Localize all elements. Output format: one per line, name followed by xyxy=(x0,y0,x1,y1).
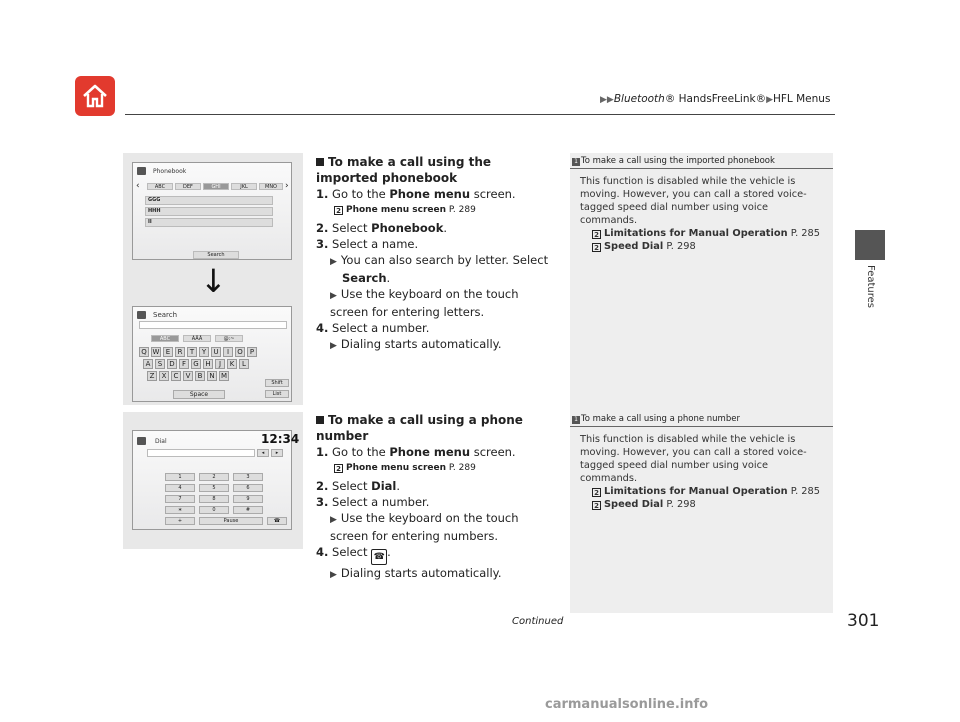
note-1-title: 1 To make a call using the imported phonebook xyxy=(570,156,833,166)
phonebook-tab-2[interactable]: DEF xyxy=(175,183,201,190)
watermark: carmanualsonline.info xyxy=(545,697,709,712)
side-section-tab[interactable] xyxy=(855,230,885,260)
note-1 xyxy=(570,156,833,253)
phonebook-tab-5[interactable]: MNO xyxy=(259,183,283,190)
key-x[interactable]: X xyxy=(159,371,169,381)
space-key[interactable]: Space xyxy=(173,390,225,399)
search-tab-2[interactable]: ÀÄÂ xyxy=(183,335,211,342)
key-k[interactable]: K xyxy=(227,359,237,369)
key-c[interactable]: C xyxy=(171,371,181,381)
key-v[interactable]: V xyxy=(183,371,193,381)
call-icon: ☎ xyxy=(371,549,387,565)
header-divider xyxy=(125,114,835,115)
key-q[interactable]: Q xyxy=(139,347,149,357)
step: 1. Go to the Phone menu screen. xyxy=(316,445,516,459)
dial-screen-icon xyxy=(137,437,146,445)
breadcrumb-part-1: ® HandsFreeLink® xyxy=(664,93,767,105)
phonebook-title: Phonebook xyxy=(153,168,187,175)
dial-key-1[interactable]: 1 xyxy=(165,473,195,481)
note-1-link-1[interactable]: 2 Limitations for Manual Operation P. 285 xyxy=(570,227,833,240)
section-1-heading: To make a call using the imported phonebook xyxy=(316,155,492,185)
cross-reference[interactable]: 2 Phone menu screen P. 289 xyxy=(316,202,556,217)
phonebook-entry[interactable]: II xyxy=(145,218,273,227)
note-2-link-1[interactable]: 2 Limitations for Manual Operation P. 285 xyxy=(570,485,833,498)
dial-key-hash[interactable]: # xyxy=(233,506,263,514)
step: 3. Select a number. xyxy=(316,495,430,509)
breadcrumb-italic: Bluetooth xyxy=(613,93,665,105)
substep: ▶ You can also search by letter. Select Search. xyxy=(330,253,549,285)
phonebook-tab-1[interactable]: ABC xyxy=(147,183,173,190)
key-g[interactable]: G xyxy=(191,359,201,369)
dial-title: Dial xyxy=(155,438,167,445)
search-tab-3[interactable]: @:~ xyxy=(215,335,243,342)
step: 2. Select Dial. xyxy=(316,479,401,493)
key-d[interactable]: D xyxy=(167,359,177,369)
step: 3. Select a name. xyxy=(316,237,419,251)
dial-key-8[interactable]: 8 xyxy=(199,495,229,503)
dial-key-star[interactable]: ∗ xyxy=(165,506,195,514)
step: 1. Go to the Phone menu screen. xyxy=(316,187,516,201)
key-b[interactable]: B xyxy=(195,371,205,381)
key-r[interactable]: R xyxy=(175,347,185,357)
note-2 xyxy=(570,414,833,511)
substep: ▶ Dialing starts automatically. xyxy=(330,337,502,351)
phonebook-tab-4[interactable]: JKL xyxy=(231,183,257,190)
phonebook-forward-icon[interactable]: › xyxy=(285,181,289,191)
key-i[interactable]: I xyxy=(223,347,233,357)
key-y[interactable]: Y xyxy=(199,347,209,357)
dial-text-field[interactable] xyxy=(147,449,255,457)
breadcrumb: ▶▶Bluetooth® HandsFreeLink®▶HFL Menus xyxy=(600,93,831,105)
dial-screen xyxy=(132,430,300,530)
key-o[interactable]: O xyxy=(235,347,245,357)
step: 4. Select ☎ . xyxy=(316,544,556,565)
dial-key-7[interactable]: 7 xyxy=(165,495,195,503)
key-l[interactable]: L xyxy=(239,359,249,369)
cross-reference[interactable]: 2 Phone menu screen P. 289 xyxy=(316,460,556,475)
search-tab-1[interactable]: ABC xyxy=(151,335,179,342)
list-key[interactable]: List xyxy=(265,390,289,398)
shift-key[interactable]: Shift xyxy=(265,379,289,387)
step: 2. Select Phonebook. xyxy=(316,221,448,235)
substep: ▶ Use the keyboard on the touch screen for entering numbers. xyxy=(330,511,519,543)
dial-call-button[interactable]: ☎ xyxy=(267,517,287,525)
page-number: 301 xyxy=(847,611,880,631)
note-2-link-2[interactable]: 2 Speed Dial P. 298 xyxy=(570,498,833,511)
key-t[interactable]: T xyxy=(187,347,197,357)
search-screen xyxy=(132,306,292,402)
step: 4. Select a number. xyxy=(316,321,430,335)
note-1-link-2[interactable]: 2 Speed Dial P. 298 xyxy=(570,240,833,253)
key-n[interactable]: N xyxy=(207,371,217,381)
phonebook-entry[interactable]: GGG xyxy=(145,196,273,205)
section-2 xyxy=(316,412,556,583)
continued-label: Continued xyxy=(512,616,564,627)
key-j[interactable]: J xyxy=(215,359,225,369)
phonebook-back-icon[interactable]: ‹ xyxy=(136,181,140,191)
dial-key-5[interactable]: 5 xyxy=(199,484,229,492)
key-m[interactable]: M xyxy=(220,372,228,380)
search-title: Search xyxy=(153,311,178,319)
dial-clock: 12:34 xyxy=(261,432,300,446)
dial-key-9[interactable]: 9 xyxy=(233,495,263,503)
dial-back-button[interactable]: ◂ xyxy=(257,449,269,457)
substep: ▶ Use the keyboard on the touch screen for entering letters. xyxy=(330,287,519,319)
note-2-body: This function is disabled while the vehicle is moving. However, you can call a stored voice-tagged speed dial number using voice commands. xyxy=(580,434,807,484)
dial-forward-button[interactable]: ▸ xyxy=(271,449,283,457)
key-a[interactable]: A xyxy=(143,359,153,369)
side-section-label: Features xyxy=(865,265,876,308)
key-s[interactable]: S xyxy=(155,359,165,369)
dial-key-3[interactable]: 3 xyxy=(233,473,263,481)
dial-pause-key[interactable]: Pause xyxy=(199,517,263,525)
key-p[interactable]: P xyxy=(247,347,257,357)
key-e[interactable]: E xyxy=(163,347,173,357)
key-f[interactable]: F xyxy=(179,359,189,369)
down-arrow: ↓ xyxy=(200,262,227,300)
phonebook-screen xyxy=(132,162,292,260)
dial-key-0[interactable]: 0 xyxy=(199,506,229,514)
dial-key-2[interactable]: 2 xyxy=(199,473,229,481)
key-w[interactable]: W xyxy=(152,348,160,356)
search-screen-icon xyxy=(137,311,146,319)
substep: ▶ Dialing starts automatically. xyxy=(330,566,502,580)
key-z[interactable]: Z xyxy=(147,371,157,381)
phonebook-search-button[interactable]: Search xyxy=(193,251,239,259)
home-icon[interactable] xyxy=(75,76,115,116)
key-h[interactable]: H xyxy=(203,359,213,369)
note-1-body: This function is disabled while the vehicle is moving. However, you can call a stored voice-tagged speed dial number using voice commands. xyxy=(580,176,807,226)
phonebook-entry[interactable]: HHH xyxy=(145,207,273,216)
note-2-title: 1 To make a call using a phone number xyxy=(570,414,833,424)
dial-key-plus[interactable]: + xyxy=(165,517,195,525)
section-1 xyxy=(316,154,556,354)
phonebook-icon xyxy=(137,167,146,175)
dial-key-6[interactable]: 6 xyxy=(233,484,263,492)
phonebook-tab-3[interactable]: GHI xyxy=(203,183,229,190)
search-text-field[interactable] xyxy=(139,321,287,329)
section-2-heading: To make a call using a phone number xyxy=(316,413,523,443)
key-u[interactable]: U xyxy=(211,347,221,357)
breadcrumb-part-2: HFL Menus xyxy=(773,93,831,105)
dial-key-4[interactable]: 4 xyxy=(165,484,195,492)
